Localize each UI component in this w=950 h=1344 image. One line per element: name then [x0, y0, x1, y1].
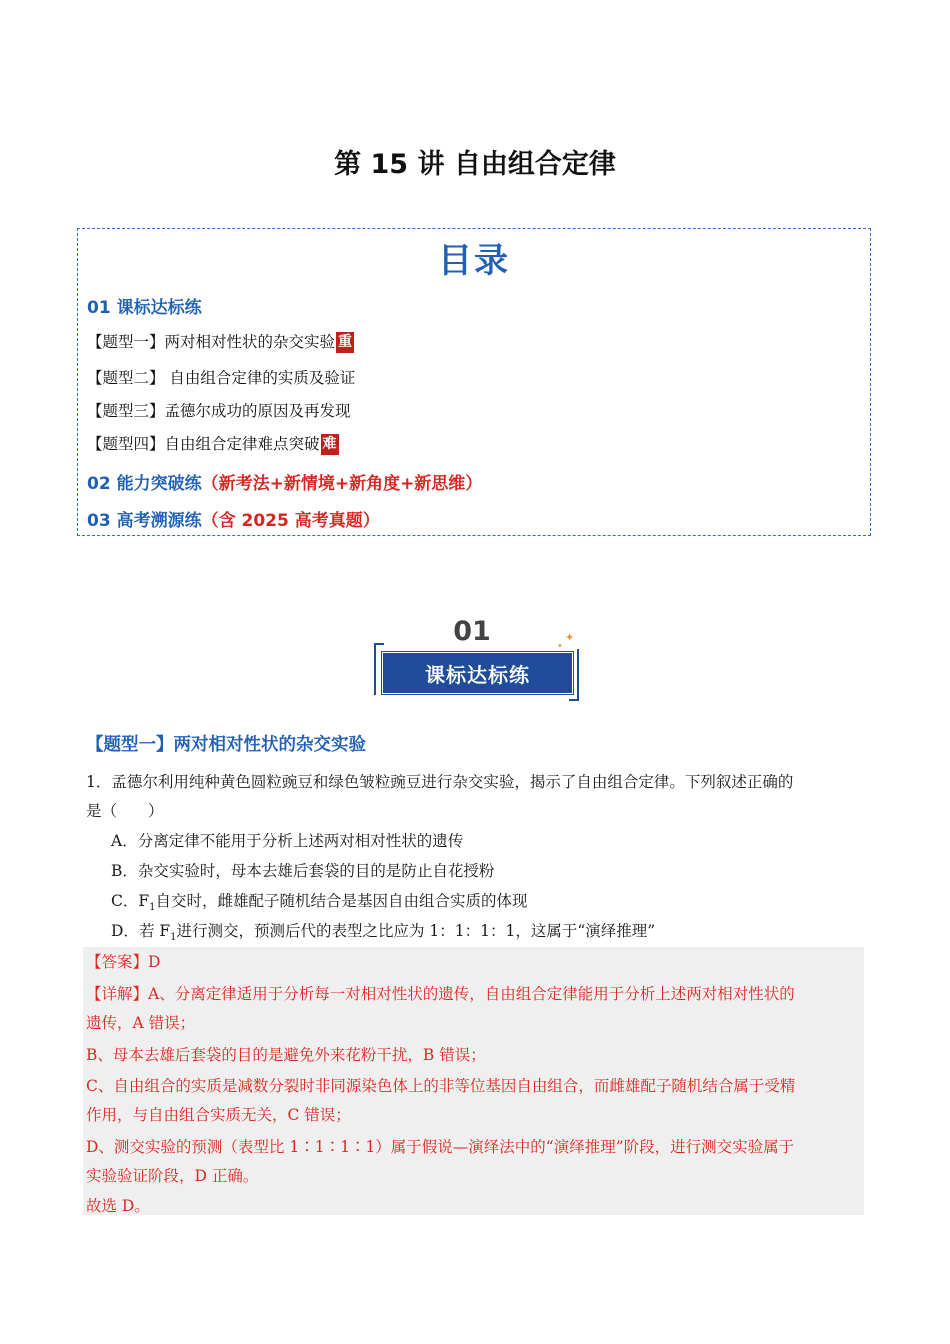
option-text: 分离定律不能用于分析上述两对相对性状的遗传: [137, 832, 464, 850]
option-subscript: 1: [170, 932, 177, 944]
option-letter: C．: [111, 892, 139, 910]
explanation-line: 故选 D。: [86, 1197, 150, 1215]
banner-label: 课标达标练: [425, 663, 530, 687]
option-a[interactable]: [111, 829, 463, 851]
section-banner: [372, 613, 582, 695]
toc-item-label: 【题型二】 自由组合定律的实质及验证: [87, 369, 356, 387]
toc-item-4[interactable]: [87, 432, 339, 455]
toc-section-2-label: 02 能力突破练: [87, 474, 202, 494]
explanation-line: 实验验证阶段，D 正确。: [86, 1167, 259, 1185]
option-text: 杂交实验时，母本去雄后套袋的目的是防止自花授粉: [137, 862, 495, 880]
option-prefix: F: [138, 892, 150, 910]
answer-line: 【答案】D: [86, 953, 161, 971]
explanation-line: 遗传，A 错误；: [86, 1014, 196, 1032]
option-c[interactable]: [111, 889, 528, 913]
toc-section-2[interactable]: [87, 469, 482, 494]
explanation-line: 【详解】A、分离定律适用于分析每一对相对性状的遗传，自由组合定律能用于分析上述两对相对性状的: [86, 985, 795, 1003]
option-text: 进行测交，预测后代的表型之比应为 1：1：1：1，这属于“演绎推理”: [176, 922, 656, 940]
explanation-line: 作用，与自由组合实质无关，C 错误；: [86, 1106, 351, 1124]
option-text: 自交时，雌雄配子随机结合是基因自由组合实质的体现: [155, 892, 528, 910]
toc-section-3-label: 03 高考溯源练: [87, 511, 202, 531]
toc-section-3[interactable]: [87, 506, 380, 531]
explanation-line: B、母本去雄后套袋的目的是避免外来花粉干扰，B 错误；: [86, 1046, 486, 1064]
option-letter: B．: [111, 862, 138, 880]
toc-heading: 目录: [438, 241, 510, 281]
option-letter: D．: [111, 922, 139, 940]
toc-section-3-note: （含 2025 高考真题）: [201, 511, 380, 531]
sparkle-icon: ✦: [565, 631, 575, 644]
toc-section-2-note: （新考法+新情境+新角度+新思维）: [201, 474, 483, 494]
toc-item-2[interactable]: [87, 366, 355, 388]
key-point-badge: 重: [336, 332, 354, 353]
page-title: 第 15 讲 自由组合定律: [334, 149, 616, 180]
option-prefix: 若 F: [138, 922, 171, 940]
toc-item-1[interactable]: [87, 330, 354, 353]
question-stem-cont: 是（ ）: [86, 802, 164, 820]
option-letter: A．: [111, 832, 138, 850]
banner-number: 01: [453, 616, 491, 647]
toc-item-3[interactable]: [87, 399, 351, 421]
toc-section-1[interactable]: [87, 293, 202, 318]
section-heading: 【题型一】两对相对性状的杂交实验: [86, 735, 366, 755]
option-b[interactable]: [111, 859, 494, 881]
banner-box: [382, 652, 573, 694]
explanation-line: D、测交实验的预测（表型比 1∶1∶1∶1）属于假说—演绎法中的“演绎推理”阶段，进行测交实验属于: [86, 1138, 795, 1156]
option-d[interactable]: [111, 919, 655, 943]
question-stem: 1．孟德尔利用纯种黄色圆粒豌豆和绿色皱粒豌豆进行杂交实验，揭示了自由组合定律。下列叙述正确的: [86, 773, 794, 791]
answer-panel: [83, 947, 864, 1215]
table-of-contents: [77, 228, 871, 536]
difficulty-badge: 难: [321, 434, 339, 455]
toc-item-label: 【题型三】孟德尔成功的原因及再发现: [87, 402, 351, 420]
sparkle-small-icon: ✦: [557, 642, 563, 650]
toc-item-label: 【题型一】两对相对性状的杂交实验: [87, 333, 336, 351]
toc-item-label: 【题型四】自由组合定律难点突破: [87, 435, 320, 453]
explanation-line: C、自由组合的实质是减数分裂时非同源染色体上的非等位基因自由组合，而雌雄配子随机结合属于受精: [86, 1077, 796, 1095]
option-subscript: 1: [149, 902, 156, 914]
toc-section-1-label: 01 课标达标练: [87, 298, 202, 318]
